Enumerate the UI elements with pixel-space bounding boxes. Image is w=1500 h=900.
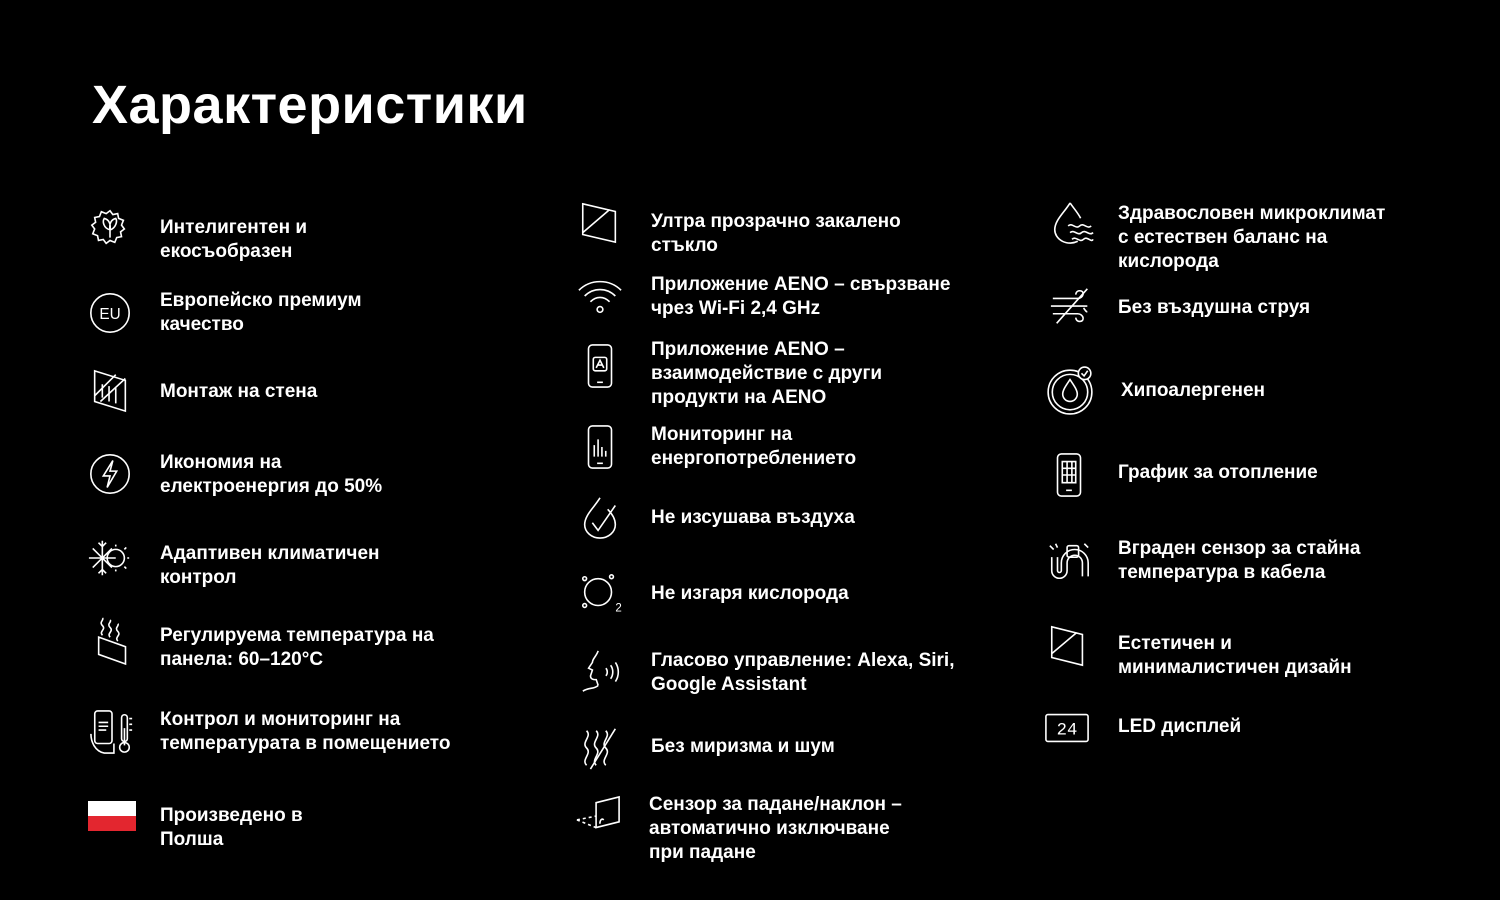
feature-text-line: Полша [160, 829, 224, 850]
feature-text-line: стъкло [651, 235, 718, 256]
feature-text-line: Приложение AENO – свързване [651, 274, 951, 295]
feature-text-line: Монтаж на стена [160, 381, 318, 402]
feature-text-line: Приложение AENO – [651, 339, 845, 360]
feature-text-line: Здравословен микроклимат [1118, 203, 1386, 224]
feature-text-line: с естествен баланс на [1118, 227, 1328, 248]
feature-text-line: Гласово управление: Alexa, Siri, [651, 650, 955, 671]
feature-text-line: Без миризма и шум [651, 736, 835, 757]
led-display-icon [1043, 704, 1091, 752]
minimal-design-panel-icon [1045, 622, 1093, 670]
feature-text-line: Европейско премиум [160, 290, 362, 311]
feature-text-line: Интелигентен и [160, 217, 308, 238]
feature-text-line: при падане [649, 842, 756, 863]
feature-text-line: Google Assistant [651, 674, 807, 695]
feature-text-line: температура в кабела [1118, 562, 1326, 583]
feature-text-line: Контрол и мониторинг на [160, 709, 401, 730]
feature-text-line: енергопотреблението [651, 448, 857, 469]
feature-text-line: контрол [160, 567, 237, 588]
oxygen-o2-icon [576, 570, 624, 618]
phone-app-icon [576, 342, 624, 390]
feature-text-line: Вграден сензор за стайна [1118, 538, 1361, 559]
feature-text-line: качество [160, 314, 244, 335]
hypoallergenic-drop-icon [1044, 364, 1096, 416]
feature-text-line: Регулируема температура на [160, 625, 434, 646]
drop-check-icon [576, 493, 624, 541]
feature-text-line: минималистичен дизайн [1118, 657, 1352, 678]
feature-text-line: температурата в помещението [160, 733, 451, 754]
eu-badge-text: EU [99, 305, 121, 323]
feature-text-line: Мониторинг на [651, 424, 793, 445]
feature-text-line: Естетичен и [1118, 633, 1232, 654]
feature-text-line: продукти на AENO [651, 387, 827, 408]
no-smell-noise-icon [576, 724, 624, 772]
feature-text-line: График за отопление [1118, 462, 1318, 483]
feature-text-line: взаимодействие с други [651, 363, 883, 384]
cable-sensor-icon [1045, 537, 1093, 585]
wall-mount-panel-icon [86, 366, 134, 414]
feature-text-line: Ултра прозрачно закалено [651, 211, 901, 232]
feature-text-line: автоматично изключване [649, 818, 890, 839]
phone-schedule-icon [1045, 451, 1093, 499]
phone-chart-icon [576, 423, 624, 471]
oxygen-subscript: 2 [615, 602, 622, 615]
feature-text-line: Не изсушава въздуха [651, 507, 855, 528]
snowflake-sun-icon [86, 534, 134, 582]
feature-text-line: Сензор за падане/наклон – [649, 794, 902, 815]
feature-text-line: Произведено в [160, 805, 303, 826]
poland-flag-icon [88, 796, 136, 836]
feature-text-line: електроенергия до 50% [160, 476, 383, 497]
feature-text-line: кислорода [1118, 251, 1219, 272]
feature-text-line: LED дисплей [1118, 716, 1242, 737]
feature-text-line: Без въздушна струя [1118, 297, 1311, 318]
eu-badge-icon [86, 289, 134, 337]
feature-text-line: екосъобразен [160, 241, 293, 262]
phone-thermometer-icon [88, 708, 136, 756]
page-title: Характеристики [92, 75, 528, 135]
feature-text-line: панела: 60–120°C [160, 649, 324, 670]
led-display-digits: 24 [1056, 721, 1078, 741]
feature-text-line: чрез Wi-Fi 2,4 GHz [651, 298, 821, 319]
water-waves-icon [1048, 200, 1096, 248]
tilt-sensor-icon [574, 794, 622, 842]
no-air-stream-icon [1048, 284, 1096, 332]
feature-text-line: Не изгаря кислорода [651, 583, 849, 604]
wifi-icon [576, 272, 624, 320]
feature-text-line: Адаптивен климатичен [160, 543, 380, 564]
lightning-circle-icon [86, 450, 134, 498]
voice-head-icon [578, 648, 626, 696]
glass-panel-icon [576, 199, 624, 247]
feature-text-line: Хипоалергенен [1121, 380, 1265, 401]
feature-text-line: Икономия на [160, 452, 282, 473]
heated-panel-icon [90, 617, 138, 665]
eco-gear-leaf-icon [86, 204, 134, 252]
